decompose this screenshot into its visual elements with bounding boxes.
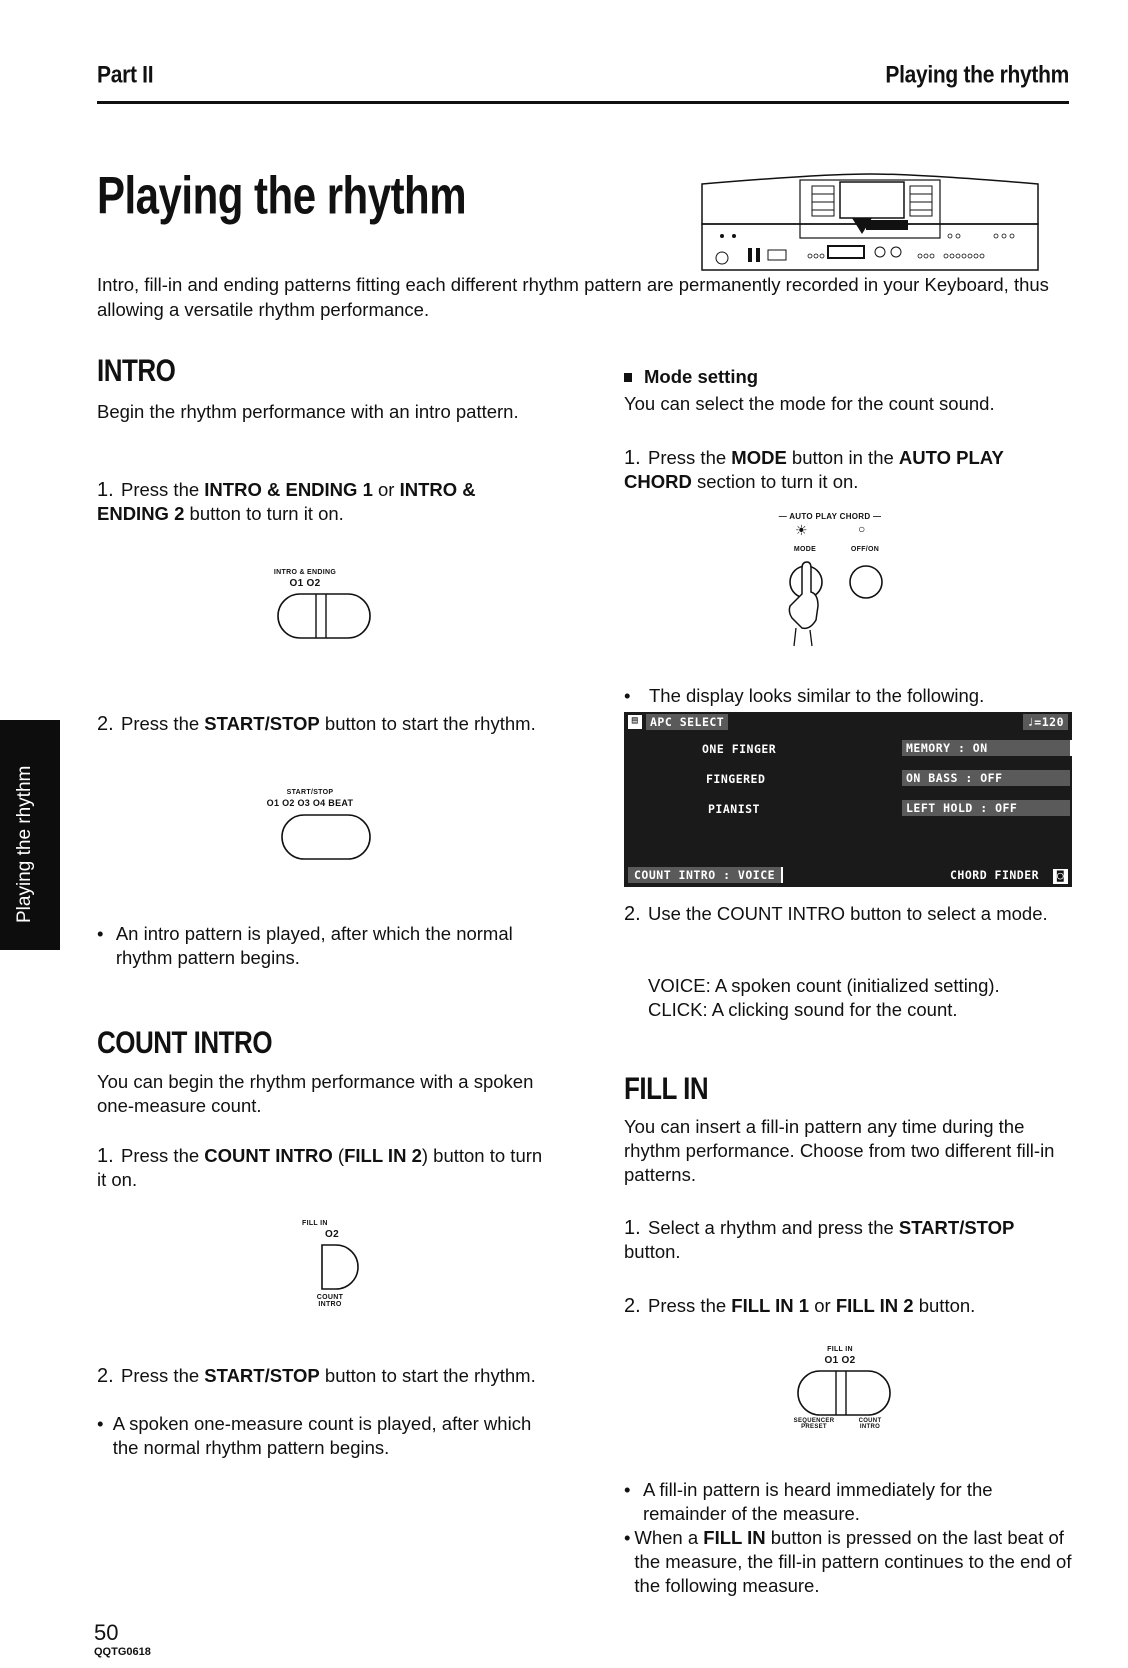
fill-in-step-2 [624,1294,1074,1318]
bullet-text: The display looks similar to the following. [649,685,985,706]
step-text: or [372,479,400,500]
step-text: Press the [121,713,205,734]
bullet-text: A spoken one-measure count is played, after which the normal rhythm pattern begins. [112,1413,532,1458]
side-tab-label: Playing the rhythm [14,765,35,923]
step-number: 1. [97,1145,114,1167]
page-title: Playing the rhythm [97,166,467,225]
intro-ending-button[interactable] [276,592,372,640]
lcd-left-hold-setting: LEFT HOLD : OFF [902,800,1070,816]
square-bullet-icon [624,373,632,382]
offon-led-icon: ○ [858,522,866,536]
count-intro-bullet: • A spoken one-measure count is played, after which the normal rhythm pattern begins. [97,1412,552,1460]
step-text: Press the [648,447,732,468]
fill-in-button[interactable] [796,1369,892,1417]
mode-setting-title: Mode setting [644,366,759,387]
intro-step-1 [97,478,547,526]
lcd-tempo: ♩=120 [1023,714,1068,730]
step-number: 2. [97,1365,114,1387]
step-text: Select a rhythm and press the [648,1217,899,1238]
step-text: button to turn it on. [184,503,344,524]
page-number: 50 [94,1620,119,1645]
count-intro-step-2 [97,1364,552,1388]
step-text: ( [332,1145,345,1166]
lcd-count-intro-voice: COUNT INTRO : VOICE [628,867,783,883]
start-stop-label: START/STOP [286,789,334,796]
lcd-display [624,712,1072,887]
step-strong: MODE [731,447,787,468]
step-text: Press the [121,1145,205,1166]
count-intro-sublabel: COUNT INTRO [316,1294,344,1308]
step-text: or [809,1295,836,1316]
step-text: button. [913,1295,976,1316]
count-intro-heading: COUNT INTRO [97,1024,273,1060]
mode-step-2 [624,902,1074,926]
lcd-on-bass-setting: ON BASS : OFF [902,770,1070,786]
start-stop-indicators: O1 O2 O3 O4 BEAT [266,798,354,808]
step-number: 1. [624,1217,641,1239]
step-number: 2. [624,1295,641,1317]
step-number: 1. [97,479,114,501]
step-text: button. [624,1241,681,1262]
step-text: button in the [786,447,899,468]
mode-setting-desc: You can select the mode for the count sound. [624,393,995,414]
lcd-mode-fingered: FINGERED [706,772,766,786]
step-text: button to start the rhythm. [319,713,536,734]
intro-ending-indicators: O1 O2 [289,578,321,589]
count-intro-button[interactable] [318,1243,362,1293]
intro-bullet: • An intro pattern is played, after which the normal rhythm pattern begins. [97,922,557,970]
fill-in-sequencer-label: SEQUENCER PRESET [793,1418,835,1430]
bullet-part: When a [634,1527,704,1548]
step-strong: INTRO & ENDING 2 [97,479,476,524]
step-strong: FILL IN 2 [344,1145,422,1166]
fill-in-label: FILL IN [827,1346,853,1353]
fill-in-desc: You can insert a fill-in pattern any time during the rhythm performance. Choose from two different fill-in patterns. [624,1116,1055,1185]
fill-in-heading: FILL IN [624,1070,709,1106]
lcd-title: APC SELECT [646,714,728,730]
fill-in-step-1 [624,1216,1074,1264]
apc-label: — AUTO PLAY CHORD — [778,512,882,521]
mode-label: MODE [793,546,817,553]
lcd-chord-finder: CHORD FINDER [950,868,1040,882]
fill-in-count-intro-label: COUNT INTRO [858,1418,882,1430]
step-strong: AUTO PLAY CHORD [624,447,1004,492]
lcd-memory-setting: MEMORY : ON [902,740,1072,756]
step-text: ) button to turn it on. [97,1145,543,1190]
step-text: Press the [121,479,205,500]
lcd-chord-finder-icon: ◙ [1053,869,1068,884]
bullet-part: button is pressed on the last beat of the measure, the fill-in pattern continues to the end of the following measure. [634,1527,1072,1596]
intro-desc: Begin the rhythm performance with an intro pattern. [97,401,519,422]
intro-step-2 [97,712,547,736]
mode-setting-heading [624,366,758,388]
mode-step-1 [624,446,1074,494]
count-intro-step-1 [97,1144,552,1192]
intro-ending-label: INTRO & ENDING [273,569,337,576]
offon-label: OFF/ON [850,546,880,553]
header-rule [97,101,1069,104]
lcd-corner-icon: ▤ [628,715,642,729]
step-number: 2. [624,903,641,925]
bullet-text: A fill-in pattern is heard immediately for the remainder of the measure. [642,1479,993,1524]
keyboard-panel-illustration [700,172,1040,274]
step-strong: START/STOP [204,713,320,734]
bullet-text [634,1526,1076,1598]
lcd-mode-one-finger: ONE FINGER [702,742,777,756]
step-strong: START/STOP [204,1365,320,1386]
lcd-mode-pianist: PIANIST [708,802,760,816]
count-intro-desc: You can begin the rhythm performance with a spoken one-measure count. [97,1071,534,1116]
mode-led-lit-icon: ☀ [795,522,808,538]
mode-button-press-illustration[interactable] [780,558,890,648]
intro-paragraph: Intro, fill-in and ending patterns fitting each different rhythm pattern are permanently recorded in your Keyboard, thus allowing a versatile rhythm performance. [97,274,1049,320]
step-strong: COUNT INTRO [204,1145,333,1166]
intro-heading: INTRO [97,352,176,388]
mode-click-desc: CLICK: A clicking sound for the count. [648,999,958,1020]
bullet-strong: FILL IN [703,1527,766,1548]
step-text: Press the [121,1365,205,1386]
document-code: QQTG0618 [94,1646,151,1658]
start-stop-button[interactable] [280,813,372,863]
fill-in-indicators: O1 O2 [824,1355,856,1366]
step-strong: INTRO & ENDING 1 [204,479,373,500]
mode-voice-desc: VOICE: A spoken count (initialized setting). [648,975,1000,996]
step-strong: START/STOP [898,1217,1015,1238]
count-intro-indicator: O2 [325,1229,339,1240]
step-strong: FILL IN 1 [731,1295,810,1316]
step-number: 1. [624,447,641,469]
step-text: section to turn it on. [691,471,859,492]
mode-bullet: • The display looks similar to the following. [624,685,985,706]
step-strong: FILL IN 2 [835,1295,914,1316]
step-text: Press the [648,1295,732,1316]
step-text: button to start the rhythm. [319,1365,536,1386]
step-number: 2. [97,713,114,735]
header-section: Playing the rhythm [885,62,1069,89]
fill-in-bullets: • A fill-in pattern is heard immediately for the remainder of the measure. • When a FILL IN button is pressed on the last beat of the measure, the fill-in pattern continues to the end of the following measure. [624,1478,1076,1598]
header-part: Part II [97,62,154,89]
step-text: Use the COUNT INTRO button to select a mode. [648,903,1048,924]
count-intro-fillin-label: FILL IN [302,1220,328,1227]
bullet-text: An intro pattern is played, after which the normal rhythm pattern begins. [115,923,513,968]
